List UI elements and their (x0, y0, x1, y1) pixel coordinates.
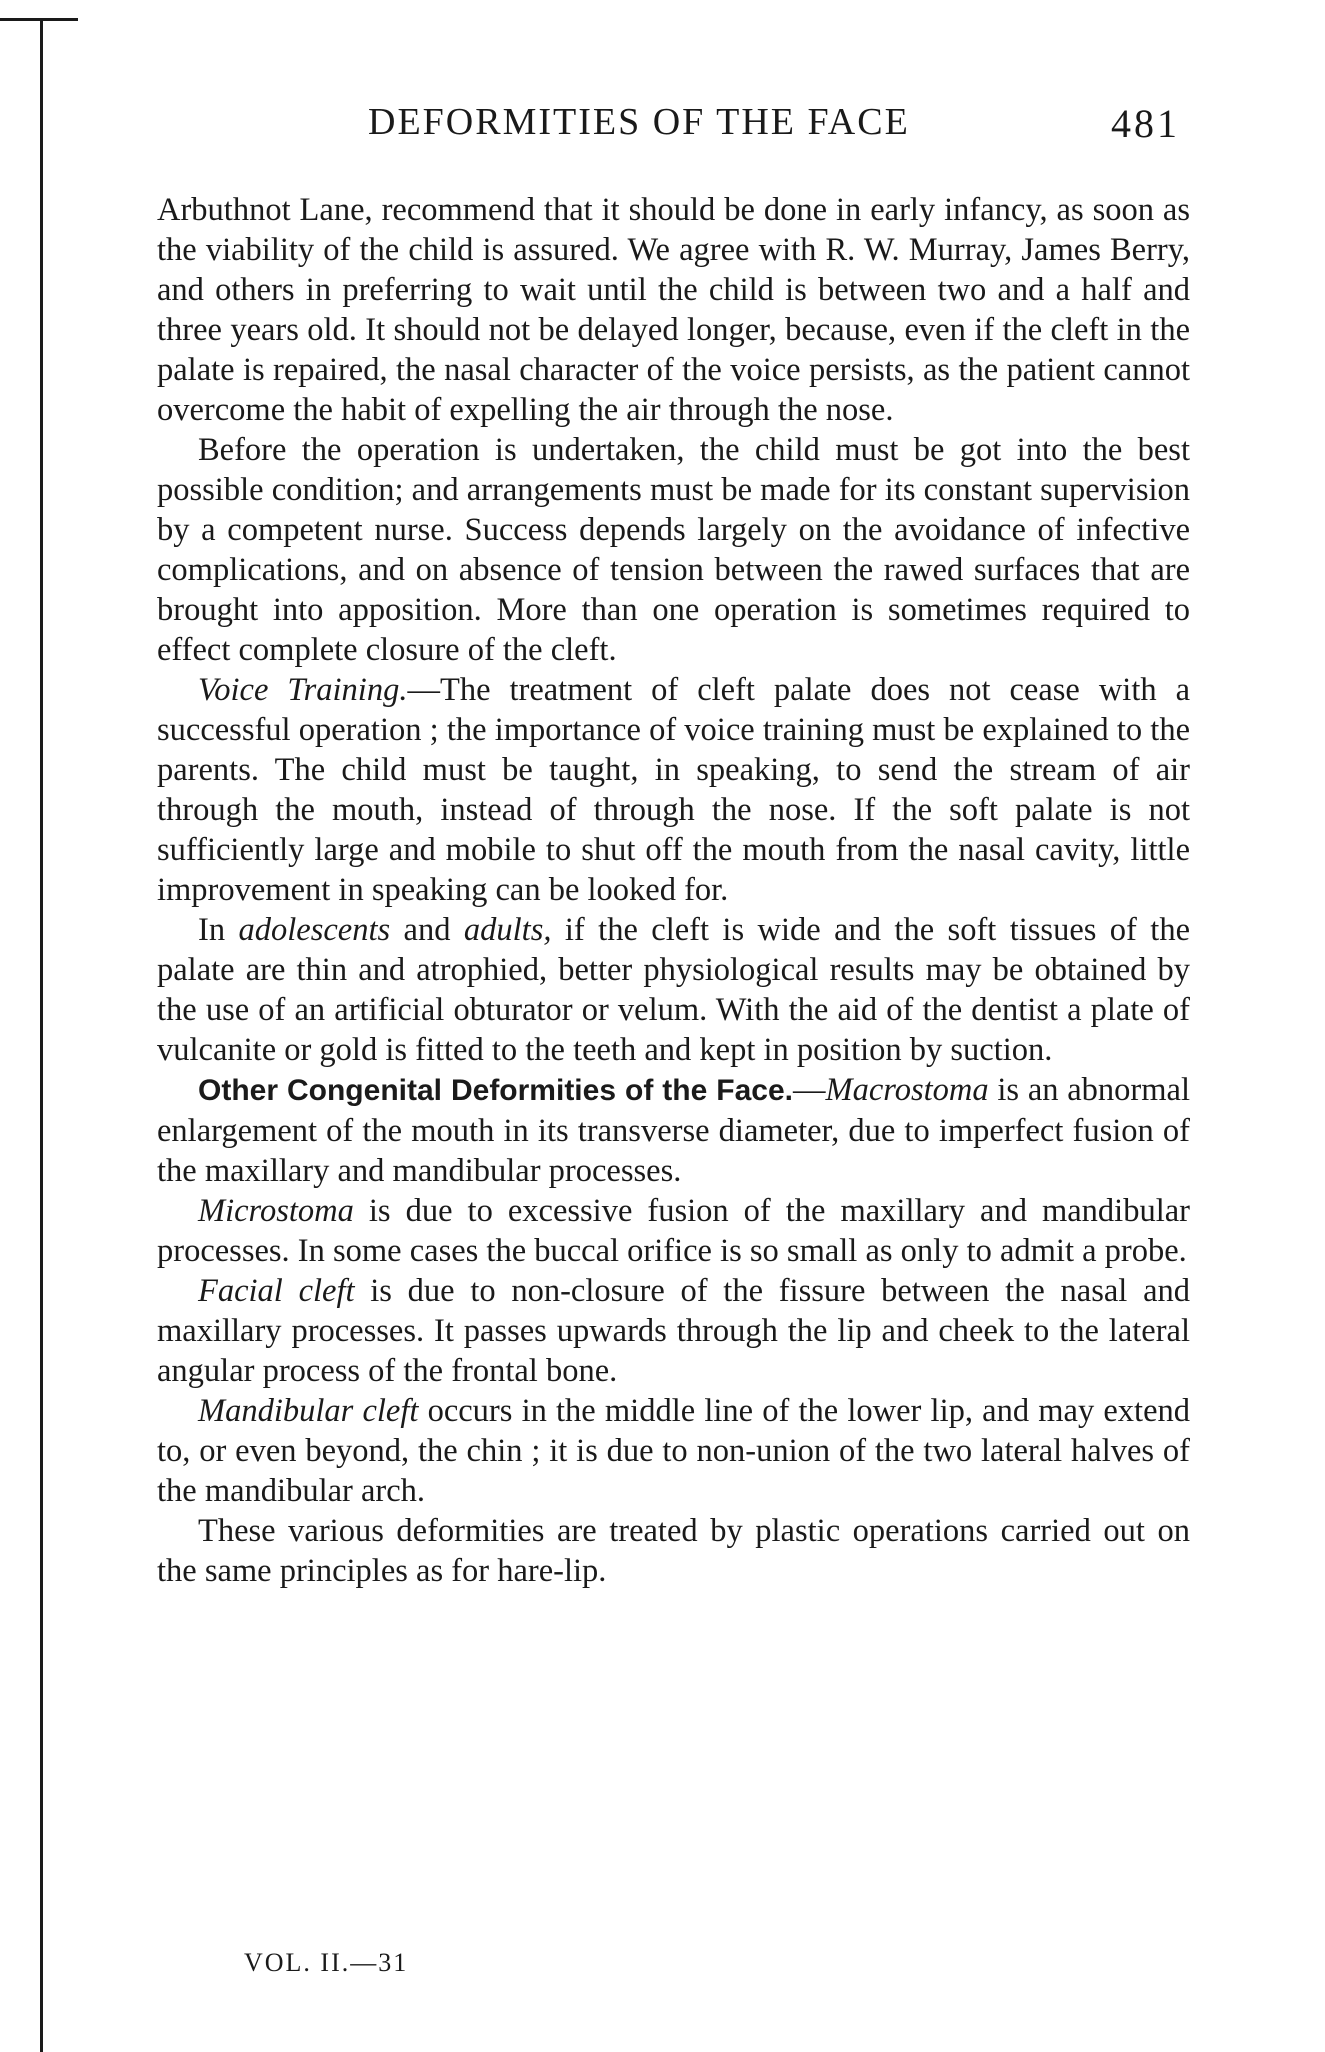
voice-training-text: —The treatment of cleft palate does not cease with a successful operation ; the importance of voice training must be explained to the parents. The child must be taught, in speaking, to send the stream of air through the mouth, instead of through the nose. If the soft palate is not sufficiently large and mobile to shut off the mouth from the nasal cavity, little improvement in speaking can be looked for. (157, 672, 1190, 908)
paragraph-preoperative: Before the operation is undertaken, the child must be got into the best possible condition; and arrangements must be made for its constant supervision by a competent nurse. Success depends largely on the avoidance of infective complications, and on absence of tension between the rawed surfaces that are brought into apposition. More than one operation is sometimes required to effect complete closure of the cleft. (157, 432, 1190, 668)
paragraph-microstoma (157, 1191, 1190, 1271)
paragraph-mandibular-cleft (157, 1391, 1190, 1511)
adolescents-term: adolescents (238, 912, 391, 948)
running-title: DEFORMITIES OF THE FACE (368, 101, 910, 143)
adolescents-text-b: and (390, 912, 464, 948)
section-heading-dash: — (793, 1072, 826, 1108)
paragraph-facial-cleft (157, 1271, 1190, 1391)
signature-mark: VOL. II.—31 (244, 1948, 409, 1977)
paragraph-voice-training (157, 670, 1190, 910)
microstoma-term: Microstoma (198, 1193, 354, 1229)
page-header (157, 100, 1190, 148)
facial-cleft-text: is due to non-closure of the fissure between the nasal and maxillary processes. It passes upwards through the lip and cheek to the lateral angular process of the frontal bone. (157, 1273, 1190, 1389)
paragraph-adolescents-adults (157, 910, 1190, 1070)
section-heading: Other Congenital Deformities of the Face. (198, 1074, 793, 1107)
macrostoma-text: is an abnormal enlargement of the mouth in its transverse diameter, due to imperfect fusion of the maxillary and mandibular processes. (157, 1072, 1190, 1189)
paragraph-continued: Arbuthnot Lane, recommend that it should be done in early infancy, as soon as the viability of the child is assured. We agree with R. W. Murray, James Berry, and others in preferring to wait until the child is between two and a half and three years old. It should not be delayed longer, because, even if the cleft in the palate is repaired, the nasal character of the voice persists, as the patient cannot overcome the habit of expelling the air through the nose. (157, 192, 1190, 428)
page-body (157, 190, 1190, 1591)
binding-edge-line (40, 18, 43, 2052)
adolescents-text-a: In (198, 912, 239, 948)
voice-training-subheading: Voice Training. (198, 672, 408, 708)
adults-term: adults, (463, 912, 552, 948)
mandibular-cleft-text: occurs in the middle line of the lower lip, and may extend to, or even beyond, the chin ; it is due to non-union of the two lateral halves of the mandibular arch. (157, 1393, 1191, 1509)
microstoma-text: is due to excessive fusion of the maxillary and mandibular processes. In some cases the buccal orifice is so small as only to admit a probe. (157, 1193, 1190, 1269)
paragraph-other-deformities (157, 1070, 1190, 1191)
mandibular-cleft-term: Mandibular cleft (198, 1393, 419, 1429)
adolescents-text-c: if the cleft is wide and the soft tissues of the palate are thin and atrophied, better physiological results may be obtained by the use of an artificial obturator or velum. With the aid of the dentist a plate of vulcanite or gold is fitted to the teeth and kept in position by suction. (157, 912, 1190, 1068)
page-number: 481 (1111, 101, 1180, 146)
binding-edge-top (0, 18, 78, 21)
macrostoma-term: Macrostoma (825, 1072, 989, 1108)
facial-cleft-term: Facial cleft (198, 1273, 355, 1309)
paragraph-treatment: These various deformities are treated by plastic operations carried out on the same principles as for hare-lip. (157, 1513, 1190, 1589)
